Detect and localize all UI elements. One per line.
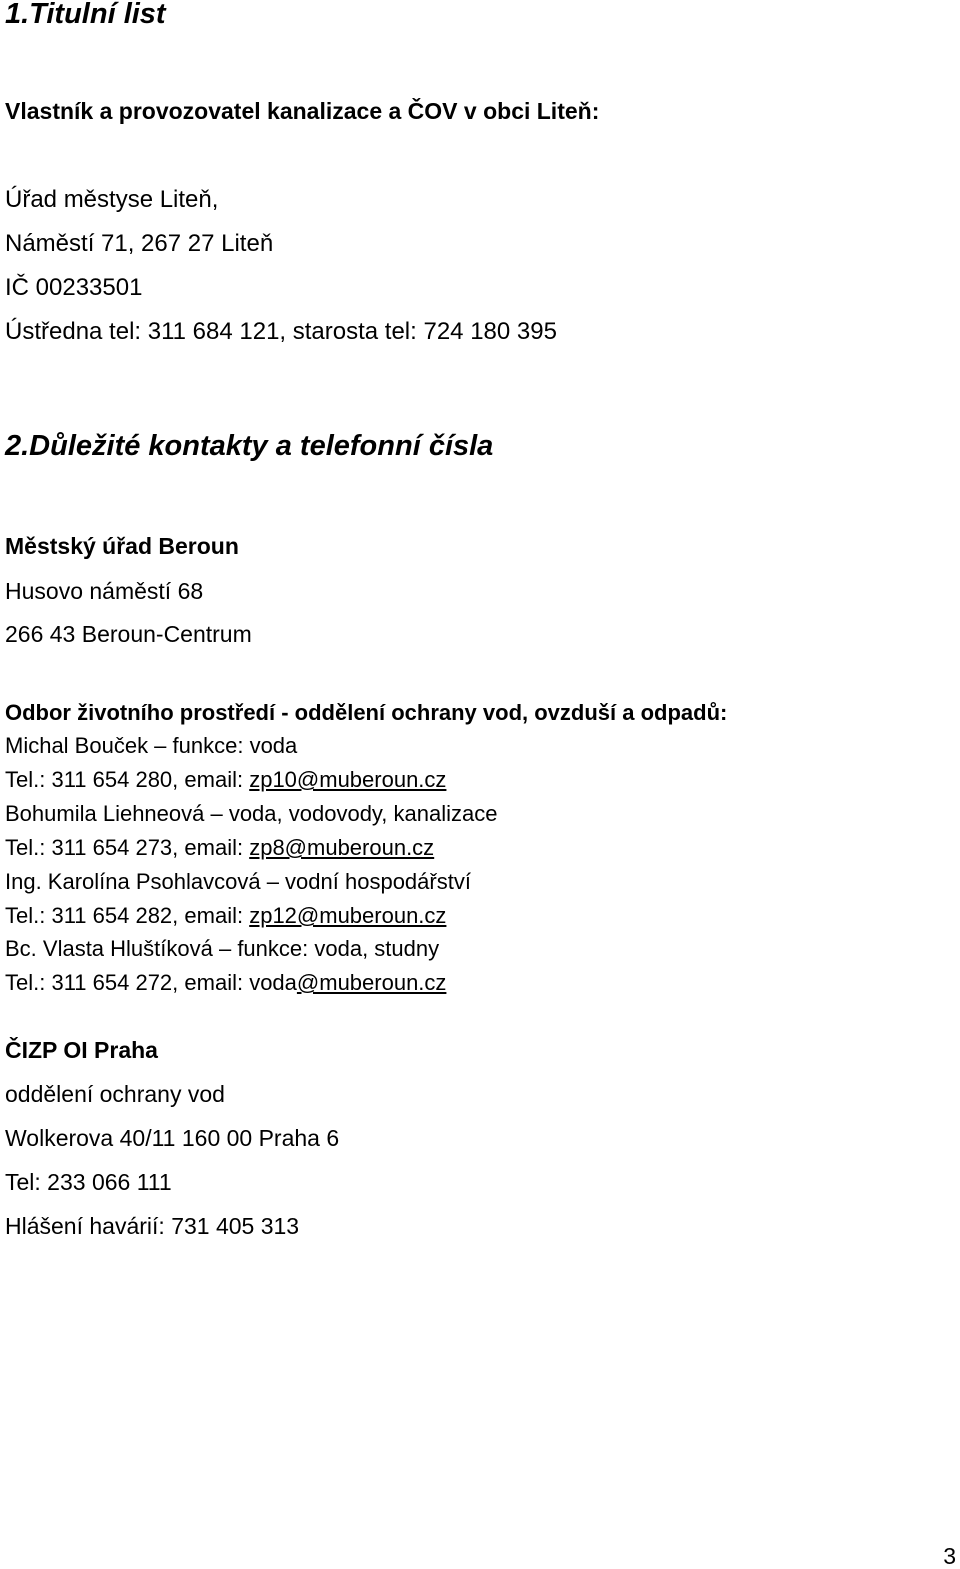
office-address-line2: 266 43 Beroun-Centrum <box>5 621 252 647</box>
contact-person: Michal Bouček – funkce: voda <box>5 733 298 758</box>
owner-line-ico: IČ 00233501 <box>5 274 143 301</box>
contact-person: Bohumila Liehneová – voda, vodovody, kanalizace <box>5 801 498 826</box>
contact-tel-text: Tel.: 311 654 272, email: voda <box>5 970 297 995</box>
cizp-tel: Tel: 233 066 111 <box>5 1169 172 1195</box>
owner-line-office: Úřad městyse Liteň, <box>5 186 219 213</box>
section1-heading: 1.Titulní list <box>5 0 166 30</box>
office-address-line1: Husovo náměstí 68 <box>5 578 204 604</box>
email-link[interactable]: zp8@muberoun.cz <box>249 835 435 860</box>
contact-tel-text: Tel.: 311 654 273, email: <box>5 835 250 860</box>
email-link[interactable]: zp10@muberoun.cz <box>249 767 447 792</box>
section2-heading: 2.Důležité kontakty a telefonní čísla <box>5 430 494 462</box>
owner-line-phones: Ústředna tel: 311 684 121, starosta tel: 724 180 395 <box>5 318 557 345</box>
contact-person: Bc. Vlasta Hluštíková – funkce: voda, studny <box>5 936 440 961</box>
contact-tel <box>5 905 446 927</box>
contact-tel-text: Tel.: 311 654 280, email: <box>5 767 250 792</box>
department-heading: Odbor životního prostředí - oddělení ochrany vod, ovzduší a odpadů: <box>5 700 728 725</box>
contact-person: Ing. Karolína Psohlavcová – vodní hospodářství <box>5 869 471 894</box>
contact-tel <box>5 972 446 994</box>
email-link[interactable]: zp12@muberoun.cz <box>249 903 447 928</box>
cizp-department: oddělení ochrany vod <box>5 1081 225 1107</box>
cizp-name: ČIZP OI Praha <box>5 1037 158 1063</box>
contact-tel <box>5 837 434 859</box>
email-link[interactable]: @muberoun.cz <box>296 970 447 995</box>
owner-heading: Vlastník a provozovatel kanalizace a ČOV v obci Liteň: <box>5 98 600 124</box>
owner-line-address: Náměstí 71, 267 27 Liteň <box>5 230 274 257</box>
cizp-address: Wolkerova 40/11 160 00 Praha 6 <box>5 1125 340 1151</box>
office-name: Městský úřad Beroun <box>5 533 239 559</box>
contact-tel-text: Tel.: 311 654 282, email: <box>5 903 250 928</box>
page-number: 3 <box>943 1543 956 1569</box>
cizp-emergency: Hlášení havárií: 731 405 313 <box>5 1213 300 1239</box>
contact-tel <box>5 769 446 791</box>
